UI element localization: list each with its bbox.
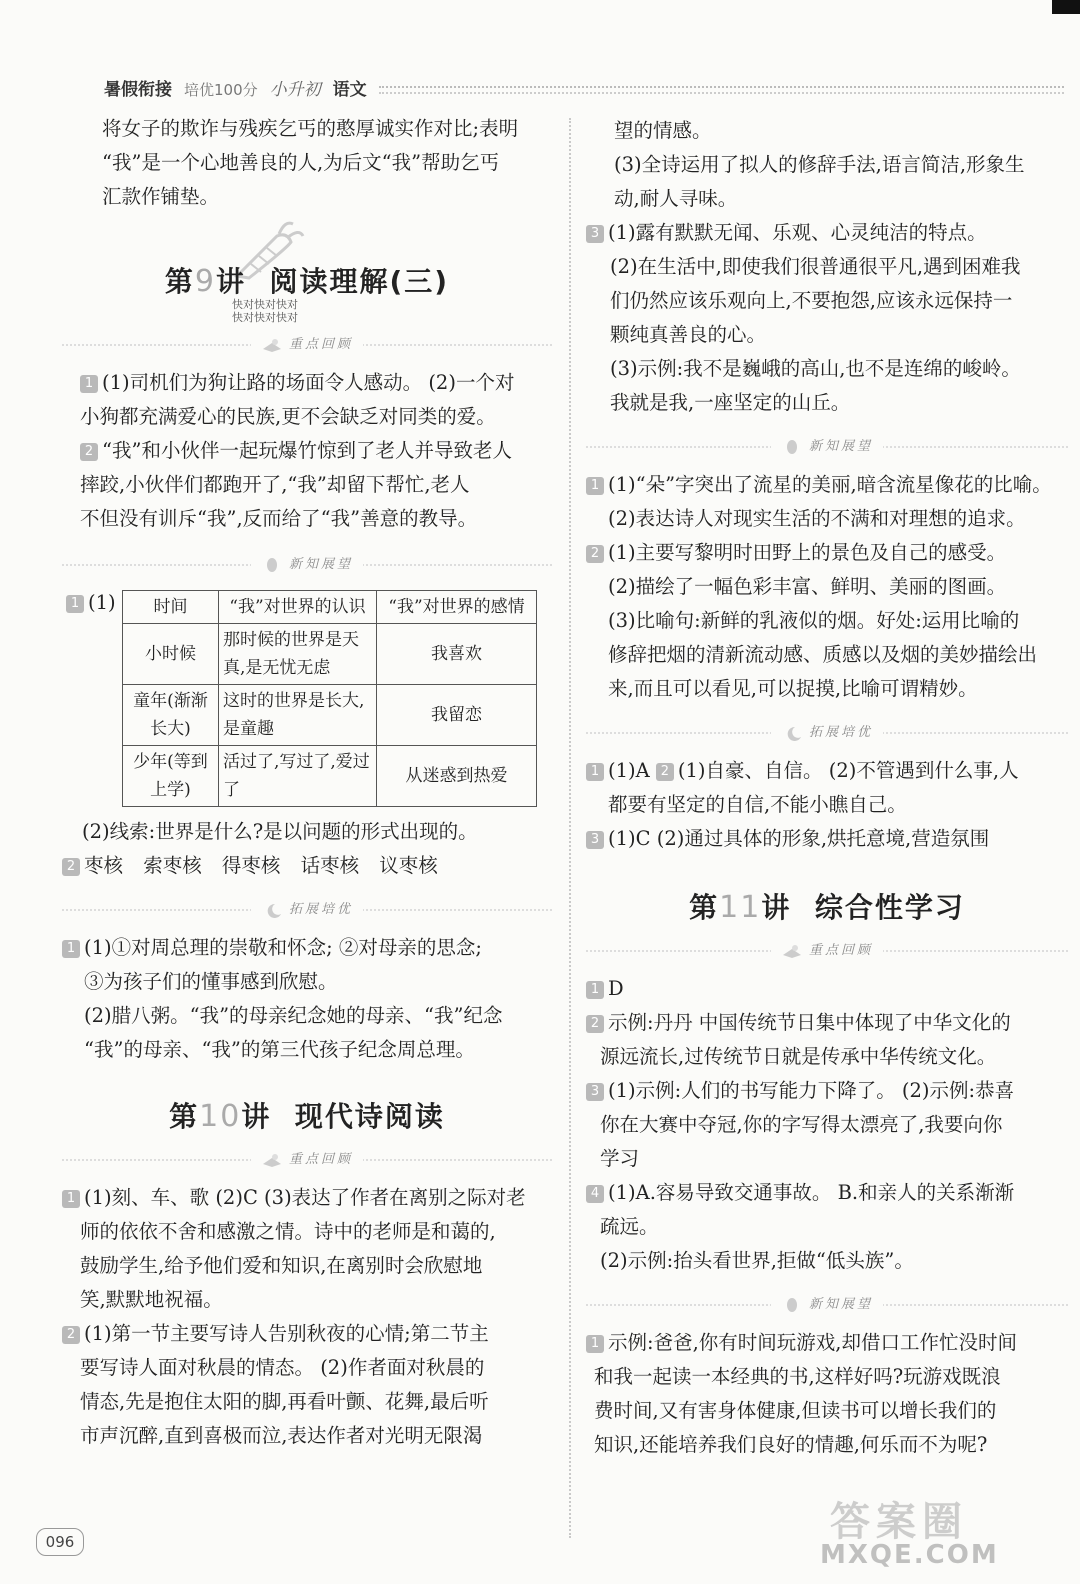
answer-line: 你在大赛中夺冠,你的字写得太漂亮了,我要向你 [600, 1113, 1003, 1136]
answer-item: 1 (1)①对周总理的崇敬和怀念; ②对母亲的思念; [62, 931, 552, 965]
answer-line: (3)全诗运用了拟人的修辞手法,语言简洁,形象生 [614, 153, 1025, 176]
answer-item: 2 (1)第一节主要写诗人告别秋夜的心情;第二节主 [62, 1317, 552, 1351]
answer-line: (2)描绘了一幅色彩丰富、鲜明、美丽的图画。 [608, 575, 1007, 598]
table-cell: 童年(渐渐长大) [123, 685, 219, 746]
table-header: 时间 [123, 591, 219, 624]
answer-line: (3)示例:我不是巍峨的高山,也不是连绵的峻岭。 [610, 357, 1021, 380]
answer-line: (2)腊八粥。“我”的母亲纪念她的母亲、“我”纪念 [84, 1004, 503, 1027]
answer-item: 1 (1) [62, 586, 552, 620]
leaf-icon [781, 1297, 803, 1313]
leaf-icon [261, 557, 283, 573]
answer-item: 1 (1)司机们为狗让路的场面令人感动。 (2)一个对 [62, 366, 552, 400]
grade-label: 小升初 [269, 80, 321, 100]
section-header-review: 重点回顾 [586, 930, 1068, 972]
left-column [62, 112, 552, 1453]
answer-item: 1 D [586, 972, 1068, 1006]
answer-line: 望的情感。 [614, 119, 712, 142]
table-cell: 这时的世界是长大,是童趣 [219, 685, 377, 746]
page-number: 096 [36, 1528, 84, 1556]
answer-line: 都要有坚定的自信,不能小瞧自己。 [608, 793, 907, 816]
table-header: “我”对世界的感情 [377, 591, 537, 624]
intro-line: 将女子的欺诈与残疾乞丐的憨厚诚实作对比;表明 [102, 117, 519, 140]
answer-line: 和我一起读一本经典的书,这样好吗?玩游戏既浪 [594, 1365, 1001, 1388]
section-header-extend: 拓展培优 [586, 712, 1068, 754]
lesson-9-title: 第9讲 阅读理解(三) [164, 264, 450, 299]
section-header-new: 新知展望 [586, 1284, 1068, 1326]
watermark-site: MXQE.COM [820, 1540, 999, 1570]
corner-mark [1052, 0, 1080, 14]
answer-line: 学习 [600, 1147, 640, 1170]
lesson-10-title: 第10讲 现代诗阅读 [169, 1099, 445, 1134]
answer-line: (2)示例:抬头看世界,拒做“低头族”。 [600, 1249, 914, 1272]
table-header: “我”对世界的认识 [219, 591, 377, 624]
intro-line: “我”是一个心地善良的人,为后文“我”帮助乞丐 [102, 151, 500, 174]
answer-line: 疏远。 [600, 1215, 659, 1238]
column-divider [569, 118, 571, 1538]
answer-line: (3)比喻句:新鲜的乳液似的烟。好处:运用比喻的 [608, 609, 1020, 632]
answer-item: 2 “我”和小伙伴一起玩爆竹惊到了老人并导致老人 [62, 434, 552, 468]
answer-item: 1 (1)“朵”字突出了流星的美丽,暗含流星像花的比喻。 [586, 468, 1068, 502]
table-cell: 我留恋 [377, 685, 537, 746]
answer-line: 摔跤,小伙伴们都跑开了,“我”却留下帮忙,老人 [80, 473, 470, 496]
answer-line: ③为孩子们的懂事感到欣慰。 [84, 970, 338, 993]
answer-line: 笑,默默地祝福。 [80, 1288, 223, 1311]
answer-line: 费时间,又有害身体健康,但读书可以增长我们的 [594, 1399, 997, 1422]
answer-line: 知识,还能培养我们良好的情趣,何乐而不为呢? [594, 1433, 988, 1456]
answer-item: 1 示例:爸爸,你有时间玩游戏,却借口工作忙没时间 [586, 1326, 1068, 1360]
fast-stamp: 快对快对快对 快对快对快对 [232, 298, 298, 324]
answer-item: 1 (1)A 2 (1)自豪、自信。 (2)不管遇到什么事,人 [586, 754, 1068, 788]
table-cell: 小时候 [123, 624, 219, 685]
answer-item: 3 (1)露有默默无闻、乐观、心灵纯洁的特点。 [586, 216, 1068, 250]
answer-line: 要写诗人面对秋晨的情态。 (2)作者面对秋晨的 [80, 1356, 485, 1379]
book-icon [261, 1152, 283, 1168]
header-rule [379, 86, 1064, 94]
section-header-review: 重点回顾 [62, 1139, 552, 1181]
table-cell: 少年(等到上学) [123, 746, 219, 807]
series-title: 暑假衔接 [104, 80, 172, 100]
answer-line: (2)线索:世界是什么?是以问题的形式出现的。 [82, 820, 478, 843]
answer-item: 2 枣核 索枣核 得枣核 话枣核 议枣核 [62, 849, 552, 883]
book-icon [781, 943, 803, 959]
answer-item: 1 (1)刻、车、歌 (2)C (3)表达了作者在离别之际对老 [62, 1181, 552, 1215]
answer-item: 2 示例:丹丹 中国传统节日集中体现了中华文化的 [586, 1006, 1068, 1040]
table-cell: 那时候的世界是天真,是无忧无虑 [219, 624, 377, 685]
moon-icon [781, 725, 803, 741]
table-cell: 活过了,写过了,爱过了 [219, 746, 377, 807]
book-icon [261, 337, 283, 353]
answer-line: 动,耐人寻味。 [614, 187, 738, 210]
answer-item: 3 (1)C (2)通过具体的形象,烘托意境,营造氛围 [586, 822, 1068, 856]
moon-icon [261, 902, 283, 918]
table-cell: 从迷惑到热爱 [377, 746, 537, 807]
lesson-11-title: 第11讲 综合性学习 [689, 890, 965, 925]
answer-line: 来,而且可以看见,可以捉摸,比喻可谓精妙。 [608, 677, 978, 700]
answer-line: 市声沉醉,直到喜极而泣,表达作者对光明无限渴 [80, 1424, 483, 1447]
answer-line: 修辞把烟的清新流动感、质感以及烟的美妙描绘出 [608, 643, 1038, 666]
answer-line: 源远流长,过传统节日就是传承中华传统文化。 [600, 1045, 997, 1068]
watermark-logo: 答案圈 [830, 1499, 968, 1545]
intro-line: 汇款作铺垫。 [102, 185, 220, 208]
answer-line: 们仍然应该乐观向上,不要抱怨,应该永远保持一 [610, 289, 1013, 312]
section-header-new: 新知展望 [586, 426, 1068, 468]
answer-line: 颗纯真善良的心。 [610, 323, 767, 346]
right-column [586, 114, 1068, 1462]
page-header [104, 70, 1064, 100]
answer-line: 鼓励学生,给予他们爱和知识,在离别时会欣慰地 [80, 1254, 483, 1277]
subject-label: 语文 [332, 80, 367, 100]
answer-line: 小狗都充满爱心的民族,更不会缺乏对同类的爱。 [80, 405, 496, 428]
answer-item: 2 (1)主要写黎明时田野上的景色及自己的感受。 [586, 536, 1068, 570]
answer-line: 我就是我,一座坚定的山丘。 [610, 391, 851, 414]
section-header-review: 重点回顾 [62, 324, 552, 366]
answer-line: 师的依依不舍和感激之情。诗中的老师是和蔼的, [80, 1220, 496, 1243]
answer-table [122, 590, 537, 807]
answer-line: “我”的母亲、“我”的第三代孩子纪念周总理。 [84, 1038, 475, 1061]
section-header-extend: 拓展培优 [62, 889, 552, 931]
answer-item: 3 (1)示例:人们的书写能力下降了。 (2)示例:恭喜 [586, 1074, 1068, 1108]
table-cell: 我喜欢 [377, 624, 537, 685]
answer-line: 情态,先是抱住太阳的脚,再看叶颤、花舞,最后听 [80, 1390, 489, 1413]
answer-line: 不但没有训斥“我”,反而给了“我”善意的教导。 [80, 507, 478, 530]
answer-item: 4 (1)A.容易导致交通事故。 B.和亲人的关系渐渐 [586, 1176, 1068, 1210]
answer-line: (2)在生活中,即使我们很普通很平凡,遇到困难我 [610, 255, 1021, 278]
answer-line: (2)表达诗人对现实生活的不满和对理想的追求。 [608, 507, 1026, 530]
section-header-new: 新知展望 [62, 544, 552, 586]
series-subtitle: 培优100分 [184, 81, 258, 99]
leaf-icon [781, 439, 803, 455]
